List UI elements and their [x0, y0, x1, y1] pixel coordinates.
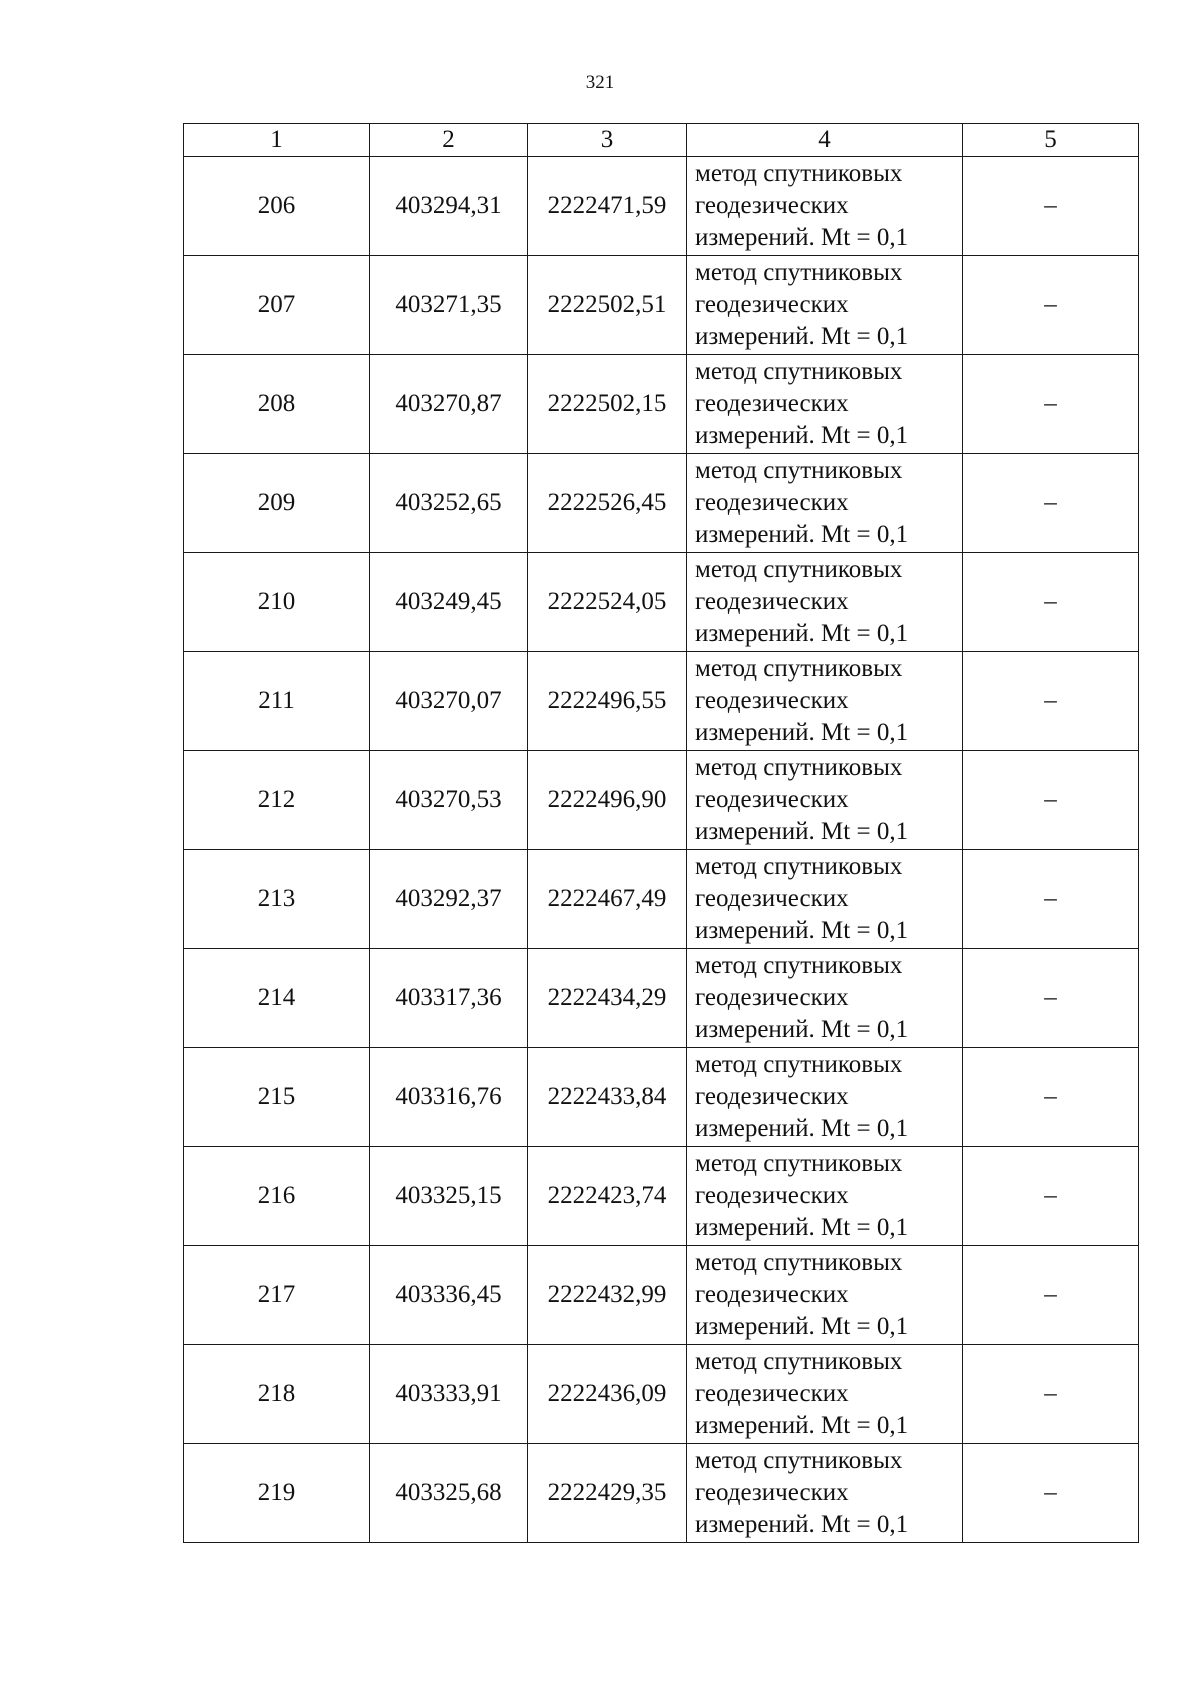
method-cell [687, 1345, 963, 1444]
method-cell [687, 1048, 963, 1147]
method-line: метод спутниковых [695, 952, 903, 979]
method-line: геодезических [695, 1479, 849, 1506]
point-number-cell: 207 [184, 256, 370, 355]
y-coordinate-cell: 2222502,15 [528, 355, 687, 454]
point-number-cell: 211 [184, 652, 370, 751]
note-cell: – [963, 850, 1139, 949]
note-cell: – [963, 652, 1139, 751]
method-line: измерений. Mt = 0,1 [695, 323, 909, 350]
table-body [184, 157, 1139, 1543]
note-cell: – [963, 553, 1139, 652]
x-coordinate-cell: 403333,91 [370, 1345, 528, 1444]
method-line: измерений. Mt = 0,1 [695, 422, 909, 449]
method-line: измерений. Mt = 0,1 [695, 521, 909, 548]
method-cell [687, 949, 963, 1048]
point-number-cell: 209 [184, 454, 370, 553]
note-cell: – [963, 1048, 1139, 1147]
x-coordinate-cell: 403317,36 [370, 949, 528, 1048]
x-coordinate-cell: 403271,35 [370, 256, 528, 355]
method-cell [687, 256, 963, 355]
y-coordinate-cell: 2222429,35 [528, 1444, 687, 1543]
y-coordinate-cell: 2222423,74 [528, 1147, 687, 1246]
x-coordinate-cell: 403325,15 [370, 1147, 528, 1246]
point-number-cell: 206 [184, 157, 370, 256]
method-line: метод спутниковых [695, 655, 903, 682]
note-cell: – [963, 1147, 1139, 1246]
method-line: метод спутниковых [695, 1150, 903, 1177]
point-number-cell: 208 [184, 355, 370, 454]
note-cell: – [963, 949, 1139, 1048]
column-header-2: 2 [370, 124, 528, 157]
x-coordinate-cell: 403294,31 [370, 157, 528, 256]
method-line: измерений. Mt = 0,1 [695, 1412, 909, 1439]
method-line: геодезических [695, 786, 849, 813]
method-line: измерений. Mt = 0,1 [695, 1214, 909, 1241]
y-coordinate-cell: 2222433,84 [528, 1048, 687, 1147]
method-line: геодезических [695, 291, 849, 318]
method-line: геодезических [695, 489, 849, 516]
point-number-cell: 210 [184, 553, 370, 652]
method-line: метод спутниковых [695, 1348, 903, 1375]
method-cell [687, 751, 963, 850]
method-line: измерений. Mt = 0,1 [695, 1313, 909, 1340]
y-coordinate-cell: 2222436,09 [528, 1345, 687, 1444]
method-line: измерений. Mt = 0,1 [695, 1511, 909, 1538]
method-line: измерений. Mt = 0,1 [695, 224, 909, 251]
method-cell [687, 1246, 963, 1345]
method-line: метод спутниковых [695, 1249, 903, 1276]
x-coordinate-cell: 403292,37 [370, 850, 528, 949]
method-line: геодезических [695, 1380, 849, 1407]
method-cell [687, 454, 963, 553]
method-line: измерений. Mt = 0,1 [695, 818, 909, 845]
x-coordinate-cell: 403270,87 [370, 355, 528, 454]
method-cell [687, 355, 963, 454]
table-row [184, 553, 1139, 652]
column-header-3: 3 [528, 124, 687, 157]
method-line: геодезических [695, 192, 849, 219]
coordinates-table [183, 123, 1139, 1543]
table-row [184, 1444, 1139, 1543]
column-header-1: 1 [184, 124, 370, 157]
method-line: метод спутниковых [695, 358, 903, 385]
point-number-cell: 218 [184, 1345, 370, 1444]
table-row [184, 1048, 1139, 1147]
note-cell: – [963, 355, 1139, 454]
table-row [184, 355, 1139, 454]
table-row [184, 157, 1139, 256]
point-number-cell: 212 [184, 751, 370, 850]
method-cell [687, 850, 963, 949]
method-line: метод спутниковых [695, 457, 903, 484]
table-header-row [184, 124, 1139, 157]
table-row [184, 1246, 1139, 1345]
y-coordinate-cell: 2222526,45 [528, 454, 687, 553]
note-cell: – [963, 454, 1139, 553]
x-coordinate-cell: 403270,53 [370, 751, 528, 850]
method-line: измерений. Mt = 0,1 [695, 1115, 909, 1142]
method-line: измерений. Mt = 0,1 [695, 620, 909, 647]
y-coordinate-cell: 2222496,55 [528, 652, 687, 751]
column-header-5: 5 [963, 124, 1139, 157]
point-number-cell: 214 [184, 949, 370, 1048]
page-number: 321 [585, 72, 615, 93]
point-number-cell: 216 [184, 1147, 370, 1246]
method-line: геодезических [695, 885, 849, 912]
y-coordinate-cell: 2222502,51 [528, 256, 687, 355]
note-cell: – [963, 1246, 1139, 1345]
table-row [184, 751, 1139, 850]
method-cell [687, 652, 963, 751]
table-row [184, 949, 1139, 1048]
y-coordinate-cell: 2222432,99 [528, 1246, 687, 1345]
table-row [184, 454, 1139, 553]
note-cell: – [963, 751, 1139, 850]
method-line: метод спутниковых [695, 853, 903, 880]
method-line: метод спутниковых [695, 259, 903, 286]
x-coordinate-cell: 403316,76 [370, 1048, 528, 1147]
method-cell [687, 1147, 963, 1246]
table-row [184, 256, 1139, 355]
method-cell [687, 553, 963, 652]
method-line: геодезических [695, 687, 849, 714]
x-coordinate-cell: 403325,68 [370, 1444, 528, 1543]
point-number-cell: 217 [184, 1246, 370, 1345]
point-number-cell: 215 [184, 1048, 370, 1147]
method-line: метод спутниковых [695, 1447, 903, 1474]
y-coordinate-cell: 2222434,29 [528, 949, 687, 1048]
table-row [184, 652, 1139, 751]
method-line: геодезических [695, 1083, 849, 1110]
method-line: метод спутниковых [695, 1051, 903, 1078]
y-coordinate-cell: 2222524,05 [528, 553, 687, 652]
method-line: измерений. Mt = 0,1 [695, 917, 909, 944]
table-row [184, 1345, 1139, 1444]
x-coordinate-cell: 403336,45 [370, 1246, 528, 1345]
note-cell: – [963, 1444, 1139, 1543]
table-row [184, 850, 1139, 949]
y-coordinate-cell: 2222467,49 [528, 850, 687, 949]
method-line: геодезических [695, 588, 849, 615]
method-line: метод спутниковых [695, 754, 903, 781]
method-line: геодезических [695, 1182, 849, 1209]
method-line: измерений. Mt = 0,1 [695, 719, 909, 746]
method-line: метод спутниковых [695, 556, 903, 583]
method-cell [687, 157, 963, 256]
x-coordinate-cell: 403270,07 [370, 652, 528, 751]
method-line: измерений. Mt = 0,1 [695, 1016, 909, 1043]
note-cell: – [963, 157, 1139, 256]
method-line: геодезических [695, 390, 849, 417]
method-line: метод спутниковых [695, 160, 903, 187]
method-line: геодезических [695, 984, 849, 1011]
point-number-cell: 213 [184, 850, 370, 949]
column-header-4: 4 [687, 124, 963, 157]
y-coordinate-cell: 2222496,90 [528, 751, 687, 850]
x-coordinate-cell: 403249,45 [370, 553, 528, 652]
point-number-cell: 219 [184, 1444, 370, 1543]
y-coordinate-cell: 2222471,59 [528, 157, 687, 256]
table-row [184, 1147, 1139, 1246]
note-cell: – [963, 256, 1139, 355]
method-cell [687, 1444, 963, 1543]
method-line: геодезических [695, 1281, 849, 1308]
x-coordinate-cell: 403252,65 [370, 454, 528, 553]
note-cell: – [963, 1345, 1139, 1444]
